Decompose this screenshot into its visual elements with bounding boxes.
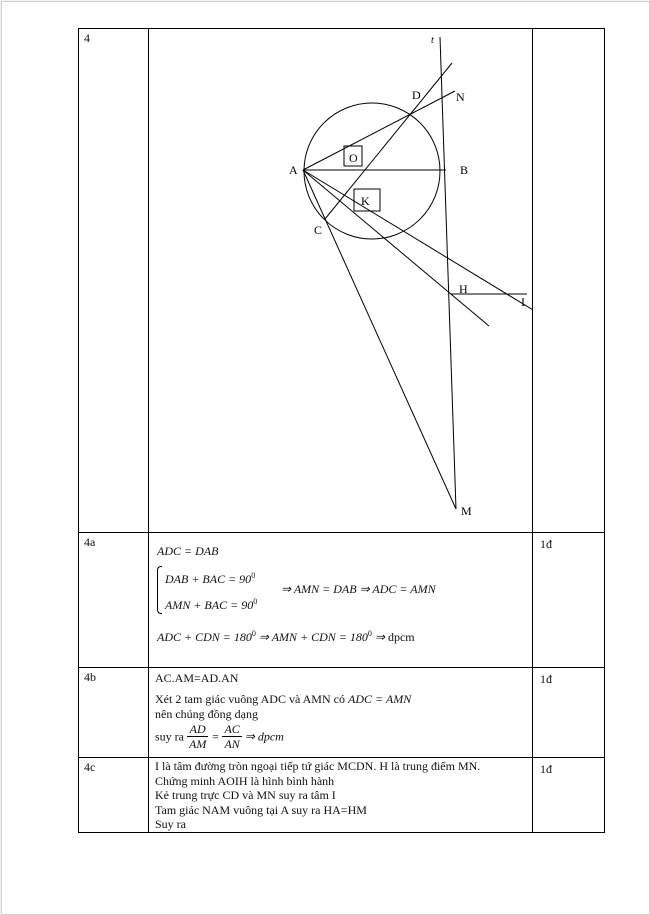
proof-line-2: nên chúng đồng dạng — [155, 707, 258, 721]
geometry-figure — [149, 29, 533, 533]
conclusion-text: ⇒ dpcm — [244, 729, 284, 744]
table-row — [79, 29, 605, 533]
proof-text-block — [149, 758, 532, 832]
row-label-cell — [79, 758, 149, 833]
point-label-m: M — [461, 504, 472, 518]
angle-equality: ADC = AMN — [347, 692, 412, 706]
points-value — [533, 29, 604, 33]
points-cell — [533, 533, 605, 668]
fraction-denominator: AM — [189, 737, 207, 751]
row-label-cell — [79, 533, 149, 668]
equals-sign: = — [181, 544, 196, 558]
points-cell — [533, 668, 605, 758]
point-label-d: D — [412, 88, 421, 102]
points-cell — [533, 758, 605, 833]
system-brace — [157, 566, 162, 614]
proof-line: Kẻ trung trực CD và MN suy ra tâm I — [155, 788, 336, 802]
angle-dab: DAB — [195, 544, 219, 558]
solution-table — [78, 28, 605, 833]
table-row — [79, 533, 605, 668]
point-label-n: N — [456, 90, 465, 104]
point-label-k: K — [361, 194, 370, 208]
proof-line: Chứng minh AOIH là hình bình hành — [155, 773, 335, 788]
points-value: 1đ — [540, 762, 552, 776]
line-a-d-ray — [303, 170, 533, 327]
points-value: 1đ — [540, 537, 552, 551]
equation-line-1 — [157, 544, 218, 558]
system-equation-2 — [165, 595, 257, 612]
point-label-h: H — [459, 282, 468, 296]
point-label-a: A — [289, 163, 298, 177]
point-label-b: B — [460, 163, 469, 177]
degree-sup: 0 — [251, 571, 256, 580]
row-label-cell — [79, 29, 149, 533]
equation-line-3 — [157, 627, 415, 644]
points-value: 1đ — [540, 672, 552, 686]
system-equation-1 — [165, 569, 255, 586]
line-tangent-n-m — [440, 37, 456, 509]
proof-line: I là tâm đường tròn ngoại tiếp tứ giác MCDN. H là trung điểm MN. — [155, 759, 481, 773]
point-label-c: C — [314, 223, 323, 237]
fraction-ad-am — [187, 722, 208, 751]
line-a-m — [303, 170, 456, 509]
fraction-numerator: AD — [187, 722, 208, 737]
proof-line-1-text: Xét 2 tam giác vuông ADC và AMN có — [155, 692, 348, 706]
fraction-denominator: AN — [224, 737, 240, 751]
degree-sup: 0 — [367, 629, 372, 638]
eq3-part-1: ADC + CDN = 180 — [157, 630, 252, 644]
fraction-ac-an — [222, 722, 241, 751]
proof-line-1 — [155, 692, 411, 706]
content-cell — [149, 668, 533, 758]
degree-sup: 0 — [253, 597, 258, 606]
proof-line: Suy ra — [155, 817, 186, 831]
content-cell — [149, 533, 533, 668]
point-label-t: t — [431, 35, 434, 46]
figure-cell — [149, 29, 533, 533]
claim-line: AC.AM=AD.AN — [155, 671, 239, 685]
row-label-cell — [79, 668, 149, 758]
degree-sup: 0 — [251, 629, 256, 638]
row-label: 4c — [84, 760, 96, 774]
proof-line-3 — [155, 722, 284, 751]
fraction-numerator: AC — [224, 722, 240, 736]
line-a-h — [303, 170, 489, 326]
system-eq-1-text: DAB + BAC = 90 — [165, 572, 252, 586]
angle-adc: ADC — [157, 544, 181, 558]
table-row — [79, 758, 605, 833]
suy-ra-text: suy ra — [155, 729, 184, 744]
row-label: 4a — [84, 535, 96, 549]
eq3-arrow: ⇒ — [371, 630, 388, 644]
eq3-end: dpcm — [387, 630, 415, 644]
implication-line: ⇒ AMN = DAB ⇒ ADC = AMN — [281, 582, 436, 596]
proof-line: Tam giác NAM vuông tại A suy ra HA=HM — [155, 802, 367, 817]
content-cell — [149, 758, 533, 833]
row-label: 4 — [84, 31, 90, 45]
line-a-n — [303, 91, 455, 170]
equals-sign: = — [211, 729, 220, 744]
table-row — [79, 668, 605, 758]
eq3-part-2: ⇒ AMN + CDN = 180 — [255, 630, 368, 644]
point-label-o: O — [349, 151, 358, 165]
points-cell — [533, 29, 605, 533]
system-eq-2-text: AMN + BAC = 90 — [165, 598, 254, 612]
point-label-i: I — [521, 295, 525, 309]
row-label: 4b — [84, 670, 96, 684]
